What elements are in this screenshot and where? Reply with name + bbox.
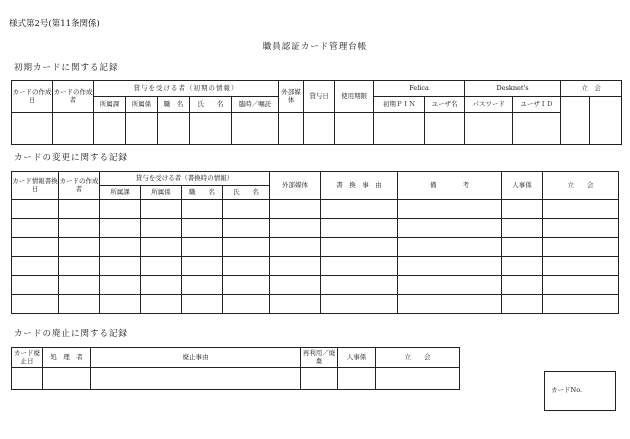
card-change-table xyxy=(11,171,619,314)
table-row xyxy=(12,257,619,276)
h-period: 使用期限 xyxy=(335,81,374,113)
h-reason: 書 換 事 由 xyxy=(321,172,398,200)
h-sub: 所属係 xyxy=(141,186,182,200)
h-reuse: 再利用／廃棄 xyxy=(301,348,338,368)
table-row xyxy=(12,295,619,314)
card-abolish-table xyxy=(11,347,460,390)
h-creator: カードの作成者 xyxy=(53,81,94,113)
h-card-info-date: カード情報書換日 xyxy=(12,172,59,200)
table-row xyxy=(12,113,622,145)
h-witness: 立 会 xyxy=(543,172,619,200)
h-witness: 立 会 xyxy=(376,348,460,368)
h-sub: 所属課 xyxy=(94,97,126,113)
h-recipient: 貸与を受ける者（初期の情報） xyxy=(94,81,279,97)
h-sub: 所属係 xyxy=(126,97,158,113)
card-number-label: カードNo. xyxy=(551,386,583,394)
h-sub: 所属課 xyxy=(100,186,141,200)
table-row xyxy=(12,276,619,295)
h-felica-sub: ユーザ名 xyxy=(425,97,465,113)
h-external: 外部媒体 xyxy=(270,172,321,200)
table-row xyxy=(12,368,460,390)
h-sub: 氏 名 xyxy=(223,186,270,200)
h-reason: 廃止事由 xyxy=(91,348,301,368)
h-sub: 職 名 xyxy=(182,186,223,200)
section2-heading: カードの変更に関する記録 xyxy=(14,153,129,163)
h-felica: Felica xyxy=(374,81,465,97)
page-title: 職員認証カード管理台帳 xyxy=(262,42,368,52)
h-recipient: 貸与を受ける者（書換時の情報） xyxy=(100,172,270,186)
h-felica-sub: 初期ＰＩＮ xyxy=(374,97,425,113)
h-sub: 氏 名 xyxy=(190,97,232,113)
form-number: 様式第2号(第11条関係) xyxy=(9,19,100,29)
h-issue-date: カードの作成日 xyxy=(12,81,53,113)
h-loan-date: 貸与日 xyxy=(304,81,335,113)
h-desknets: Desknet's xyxy=(465,81,561,97)
h-handler: 処 理 者 xyxy=(43,348,91,368)
table-row xyxy=(12,200,619,219)
h-abolish-date: カード廃止日 xyxy=(12,348,43,368)
h-remarks: 備 考 xyxy=(398,172,502,200)
table-row xyxy=(12,238,619,257)
section3-heading: カードの廃止に関する記録 xyxy=(14,329,129,339)
h-creator: カードの作成者 xyxy=(59,172,100,200)
section1-heading: 初期カードに関する記録 xyxy=(14,63,119,73)
h-witness: 立 会 xyxy=(561,81,622,97)
witness-cell[interactable] xyxy=(590,97,622,145)
h-sub: 職 名 xyxy=(158,97,190,113)
initial-card-table xyxy=(11,80,622,145)
h-hr: 人事係 xyxy=(502,172,543,200)
h-desknets-sub: ユーザＩＤ xyxy=(513,97,561,113)
h-external: 外部媒体 xyxy=(279,81,304,113)
h-desknets-sub: パスワード xyxy=(465,97,513,113)
h-sub: 臨時／嘱託 xyxy=(232,97,279,113)
witness-cell[interactable] xyxy=(561,97,590,145)
card-number-box[interactable] xyxy=(544,371,616,411)
table-row xyxy=(12,219,619,238)
h-hr: 人事係 xyxy=(338,348,376,368)
